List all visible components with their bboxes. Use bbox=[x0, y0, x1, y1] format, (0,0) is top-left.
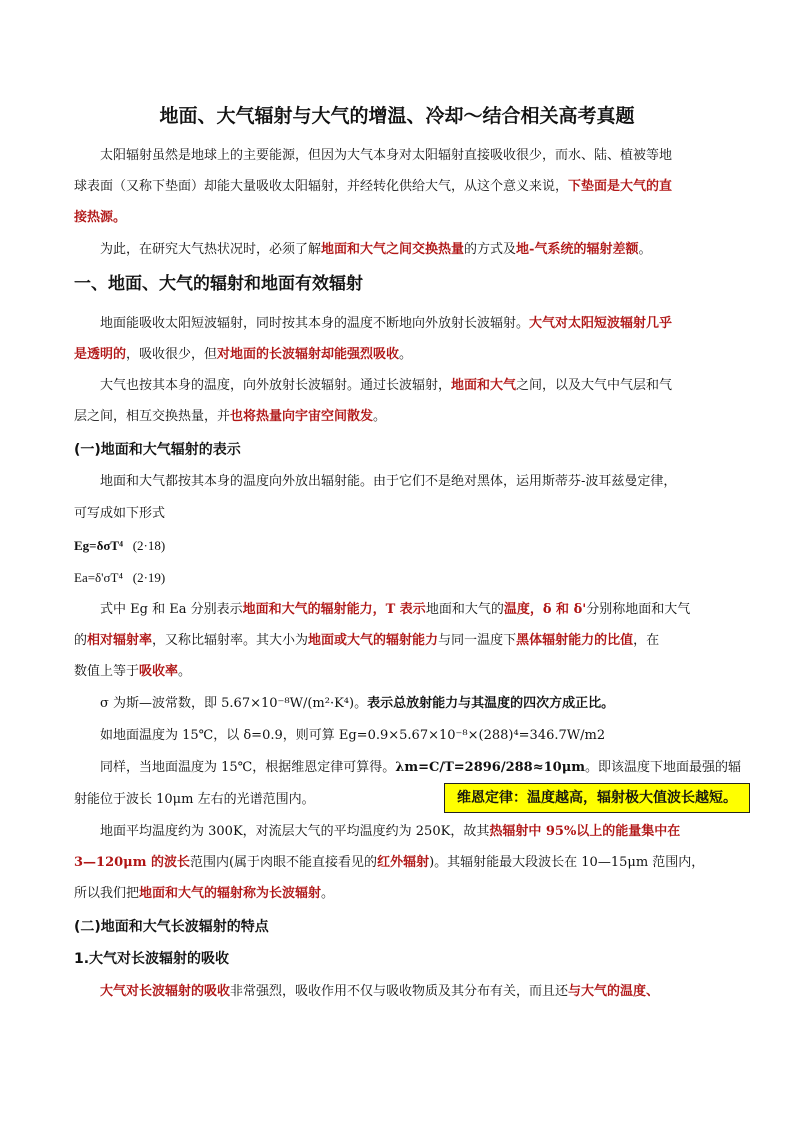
equation-2-19 bbox=[74, 568, 165, 588]
highlight: 大气对长波辐射的吸收 bbox=[100, 984, 231, 999]
sub1-p2-line1 bbox=[100, 600, 690, 620]
s1-p2-line2 bbox=[74, 407, 386, 427]
highlight: 下垫面是大气的直 bbox=[568, 179, 673, 194]
highlight: 也将热量向宇宙空间散发 bbox=[230, 409, 374, 424]
s1-p1-line1 bbox=[100, 314, 672, 334]
sub1-p2-line3 bbox=[74, 662, 191, 682]
highlight: ，δ 和 δ' bbox=[529, 602, 587, 617]
text: 大气也按其本身的温度，向外放射长波辐射。通过长波辐射， bbox=[100, 378, 452, 393]
intro-p1-line2 bbox=[74, 177, 672, 197]
text: 球表面（又称下垫面）却能大量吸收太阳辐射，并经转化供给大气，从这个意义来说， bbox=[74, 179, 569, 194]
text: 。即该温度下地面最强的辐 bbox=[584, 760, 741, 775]
text: 分别称地面和大气 bbox=[586, 602, 691, 617]
text: ，又称比辐射率。其大小为 bbox=[152, 633, 309, 648]
equation-2-18 bbox=[74, 536, 165, 556]
sub2-p1 bbox=[100, 982, 659, 1002]
wien-law-callout: 维恩定律：温度越高，辐射极大值波长越短。 bbox=[444, 783, 750, 813]
sub1-p6-line3 bbox=[74, 884, 334, 904]
sub1-p5-line2: 射能位于波长 10μm 左右的光谱范围内。 bbox=[74, 792, 315, 807]
highlight: 热辐射中 95%以上的能量集中在 bbox=[489, 824, 681, 839]
text: )。其辐射能最大段波长在 10—15μm 范围内， bbox=[429, 855, 705, 870]
intro-p1-line1: 太阳辐射虽然是地球上的主要能源，但因为大气本身对太阳辐射直接吸收很少，而水、陆、植被等地 bbox=[100, 148, 673, 163]
text: 所以我们把 bbox=[74, 886, 140, 901]
text: 地面和大气的 bbox=[425, 602, 504, 617]
text: 。 bbox=[638, 242, 652, 257]
text: σ 为斯—波常数，即 5.67×10⁻⁸W/(m²·K⁴)。 bbox=[100, 696, 368, 711]
text: 数值上等于 bbox=[74, 664, 140, 679]
highlight: 3—120μm 的波长 bbox=[74, 855, 190, 870]
text: 地面能吸收太阳短波辐射，同时按其本身的温度不断地向外放射长波辐射。 bbox=[100, 316, 530, 331]
subsection2-item1-heading: 1.大气对长波辐射的吸收 bbox=[74, 951, 230, 967]
highlight: 对地面的长波辐射却能强烈吸收 bbox=[217, 347, 400, 362]
sub1-p1-line2: 可写成如下形式 bbox=[74, 506, 166, 521]
text: 非常强烈，吸收作用不仅与吸收物质及其分布有关，而且还 bbox=[230, 984, 569, 999]
subsection1-heading: (一)地面和大气辐射的表示 bbox=[74, 442, 241, 458]
formula: Ea=δ'σT⁴ bbox=[74, 570, 123, 585]
text: 范围内(属于肉眼不能直接看见的 bbox=[189, 855, 378, 870]
s1-p1-line2 bbox=[74, 345, 412, 365]
sub1-p2-line2 bbox=[74, 631, 659, 651]
page-title: 地面、大气辐射与大气的增温、冷却～结合相关高考真题 bbox=[159, 105, 635, 127]
equation-number: (2·18) bbox=[132, 538, 166, 553]
text: 层之间，相互交换热量，并 bbox=[74, 409, 231, 424]
highlight: 红外辐射 bbox=[377, 855, 430, 870]
text: 。 bbox=[178, 664, 192, 679]
sub1-p1-line1: 地面和大气都按其本身的温度向外放出辐射能。由于它们不是绝对黑体，运用斯蒂芬-波耳兹曼定律， bbox=[100, 474, 677, 489]
highlight: 温度 bbox=[503, 602, 530, 617]
highlight: 地面和大气的辐射能力 bbox=[242, 602, 373, 617]
section1-heading: 一、地面、大气的辐射和地面有效辐射 bbox=[74, 274, 363, 294]
formula: Eg=δσT⁴ bbox=[74, 538, 123, 553]
emphasis: 表示总放射能力与其温度的四次方成正比。 bbox=[367, 696, 615, 711]
sub1-p5-line1 bbox=[100, 758, 741, 778]
highlight: 接热源。 bbox=[74, 210, 127, 225]
subsection2-heading: (二)地面和大气长波辐射的特点 bbox=[74, 919, 269, 935]
highlight: 地面和大气之间交换热量 bbox=[321, 242, 465, 257]
text: 的方式及 bbox=[464, 242, 517, 257]
text: ，在 bbox=[633, 633, 660, 648]
highlight: 是透明的 bbox=[74, 347, 127, 362]
intro-p2 bbox=[100, 240, 651, 260]
text: 。 bbox=[399, 347, 413, 362]
text: 之间，以及大气中气层和气 bbox=[516, 378, 673, 393]
intro-p1-line3 bbox=[74, 208, 126, 228]
text: 与同一温度下 bbox=[438, 633, 517, 648]
highlight: 与大气的温度、 bbox=[568, 984, 660, 999]
sub1-p4: 如地面温度为 15℃，以 δ=0.9，则可算 Eg=0.9×5.67×10⁻⁸×(288)⁴=346.7W/m2 bbox=[100, 728, 606, 743]
highlight: 黑体辐射能力的比值 bbox=[516, 633, 634, 648]
text: 同样，当地面温度为 15℃，根据维恩定律可算得。 bbox=[100, 760, 396, 775]
highlight: 大气对太阳短波辐射几乎 bbox=[529, 316, 673, 331]
sub1-p6-line1 bbox=[100, 822, 680, 842]
highlight: 相对辐射率 bbox=[87, 633, 153, 648]
highlight: 地面和大气 bbox=[451, 378, 517, 393]
sub1-p6-line2 bbox=[74, 853, 704, 873]
highlight: 吸收率 bbox=[139, 664, 179, 679]
text: 。 bbox=[373, 409, 387, 424]
sub1-p3 bbox=[100, 694, 614, 714]
highlight: 地-气系统的辐射差额 bbox=[516, 242, 639, 257]
highlight: ，T 表示 bbox=[372, 602, 426, 617]
equation-number: (2·19) bbox=[132, 570, 166, 585]
text: 。 bbox=[321, 886, 335, 901]
highlight: 地面或大气的辐射能力 bbox=[308, 633, 439, 648]
formula: λm=C/T=2896/288≈10μm bbox=[395, 760, 585, 775]
s1-p2-line1 bbox=[100, 376, 672, 396]
text: ，吸收很少，但 bbox=[126, 347, 218, 362]
text: 为此，在研究大气热状况时，必须了解 bbox=[100, 242, 322, 257]
text: 的 bbox=[74, 633, 88, 648]
text: 地面平均温度约为 300K，对流层大气的平均温度约为 250K，故其 bbox=[100, 824, 490, 839]
text: 式中 Eg 和 Ea 分别表示 bbox=[100, 602, 243, 617]
highlight: 地面和大气的辐射称为长波辐射 bbox=[139, 886, 322, 901]
